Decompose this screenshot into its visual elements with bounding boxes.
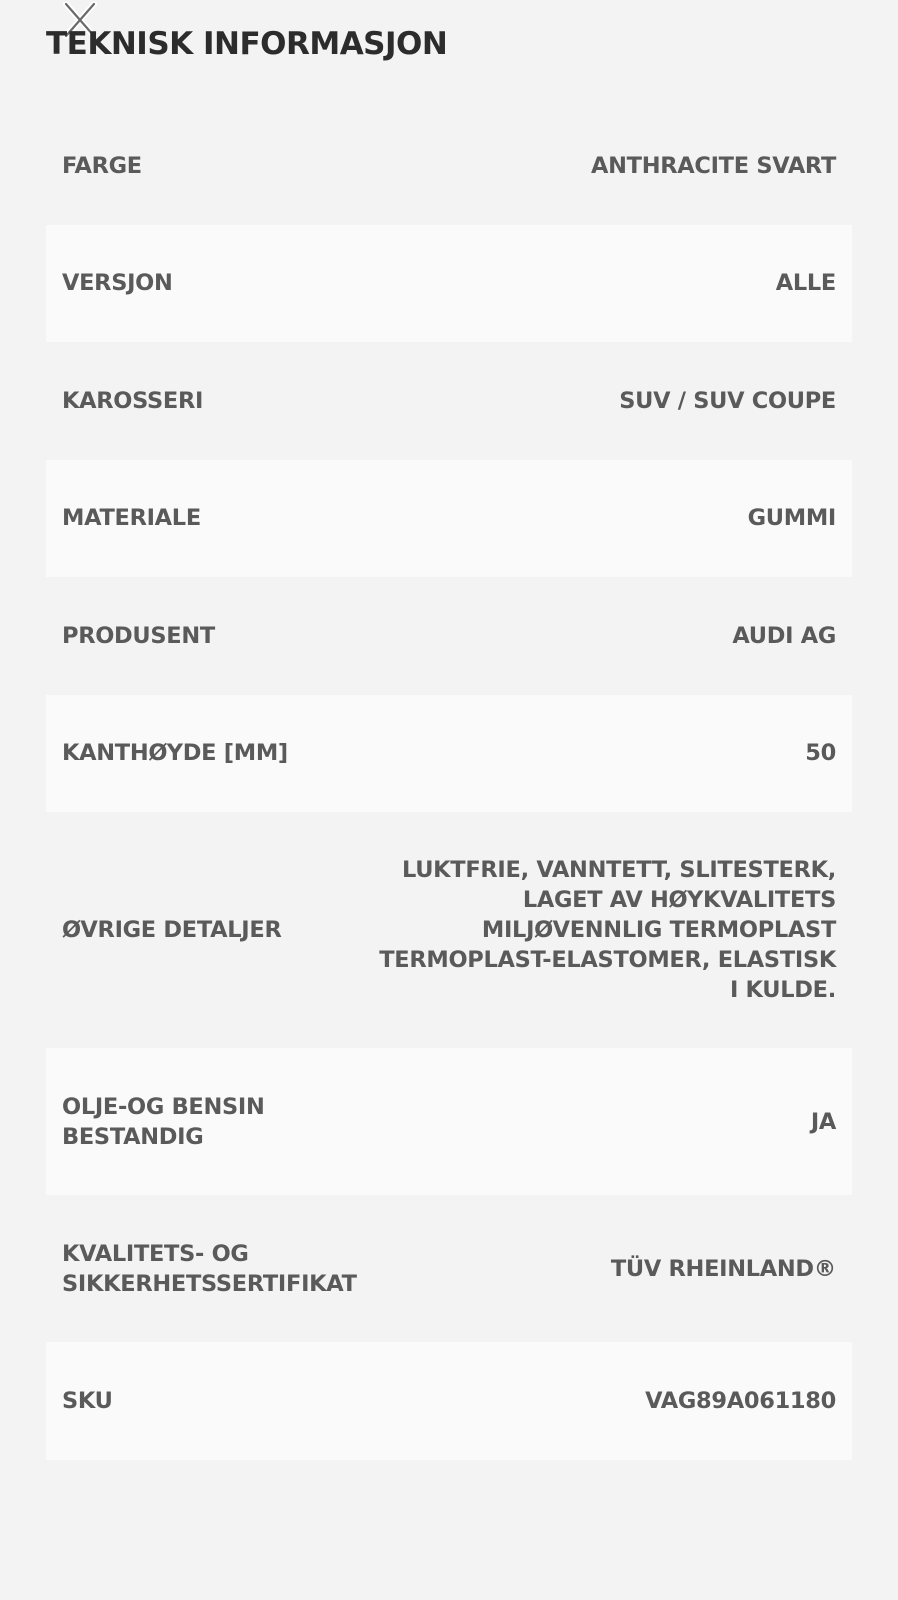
spec-label: KANTHØYDE [MM] (62, 740, 288, 767)
spec-label: SKU (62, 1387, 113, 1414)
spec-row-sku (46, 1342, 852, 1460)
spec-label: KAROSSERI (62, 387, 204, 414)
spec-value-line: LAGET AV HØYKVALITETS (522, 887, 836, 913)
spec-value-line: TERMOPLAST-ELASTOMER, ELASTISK (379, 947, 836, 973)
spec-row-materiale (46, 460, 852, 578)
spec-label: VERSJON (62, 270, 173, 297)
spec-row-karosseri (46, 342, 852, 460)
spec-value-line: MILJØVENNLIG TERMOPLAST (481, 917, 836, 943)
spec-label-line: SIKKERHETSSERTIFIKAT (62, 1270, 357, 1297)
spec-value: AUDI AG (732, 622, 836, 649)
spec-label: MATERIALE (62, 505, 201, 532)
spec-row-produsent (46, 577, 852, 695)
spec-value-line: LUKTFRIE, VANNTETT, SLITESTERK, (401, 857, 836, 883)
spec-label: ØVRIGE DETALJER (62, 917, 282, 943)
spec-row-kanthoyde (46, 695, 852, 813)
spec-value: ANTHRACITE SVART (591, 152, 836, 179)
spec-label-line: BESTANDIG (62, 1123, 204, 1150)
spec-label-line: OLJE-OG BENSIN (62, 1093, 265, 1120)
spec-row-ovrige-detaljer (46, 812, 852, 1048)
spec-value-line: I KULDE. (729, 977, 836, 1003)
spec-label (62, 1092, 265, 1152)
spec-row-farge (46, 107, 852, 225)
spec-value: ALLE (775, 270, 836, 297)
spec-label: PRODUSENT (62, 622, 215, 649)
spec-row-versjon (46, 225, 852, 343)
spec-value: GUMMI (747, 505, 836, 532)
spec-value: 50 (805, 740, 836, 767)
spec-label: FARGE (62, 152, 142, 179)
spec-value: TÜV RHEINLAND® (610, 1255, 836, 1282)
page-title: TEKNISK INFORMASJON (46, 26, 448, 62)
spec-value: JA (810, 1108, 836, 1135)
spec-value (379, 855, 836, 1005)
spec-row-olje-bensin (46, 1048, 852, 1195)
spec-label (62, 1239, 357, 1299)
spec-row-sertifikat (46, 1195, 852, 1342)
spec-value: SUV / SUV COUPE (619, 387, 836, 414)
spec-table (46, 107, 852, 1460)
spec-label-line: KVALITETS- OG (62, 1240, 249, 1267)
spec-value: VAG89A061180 (645, 1387, 836, 1414)
